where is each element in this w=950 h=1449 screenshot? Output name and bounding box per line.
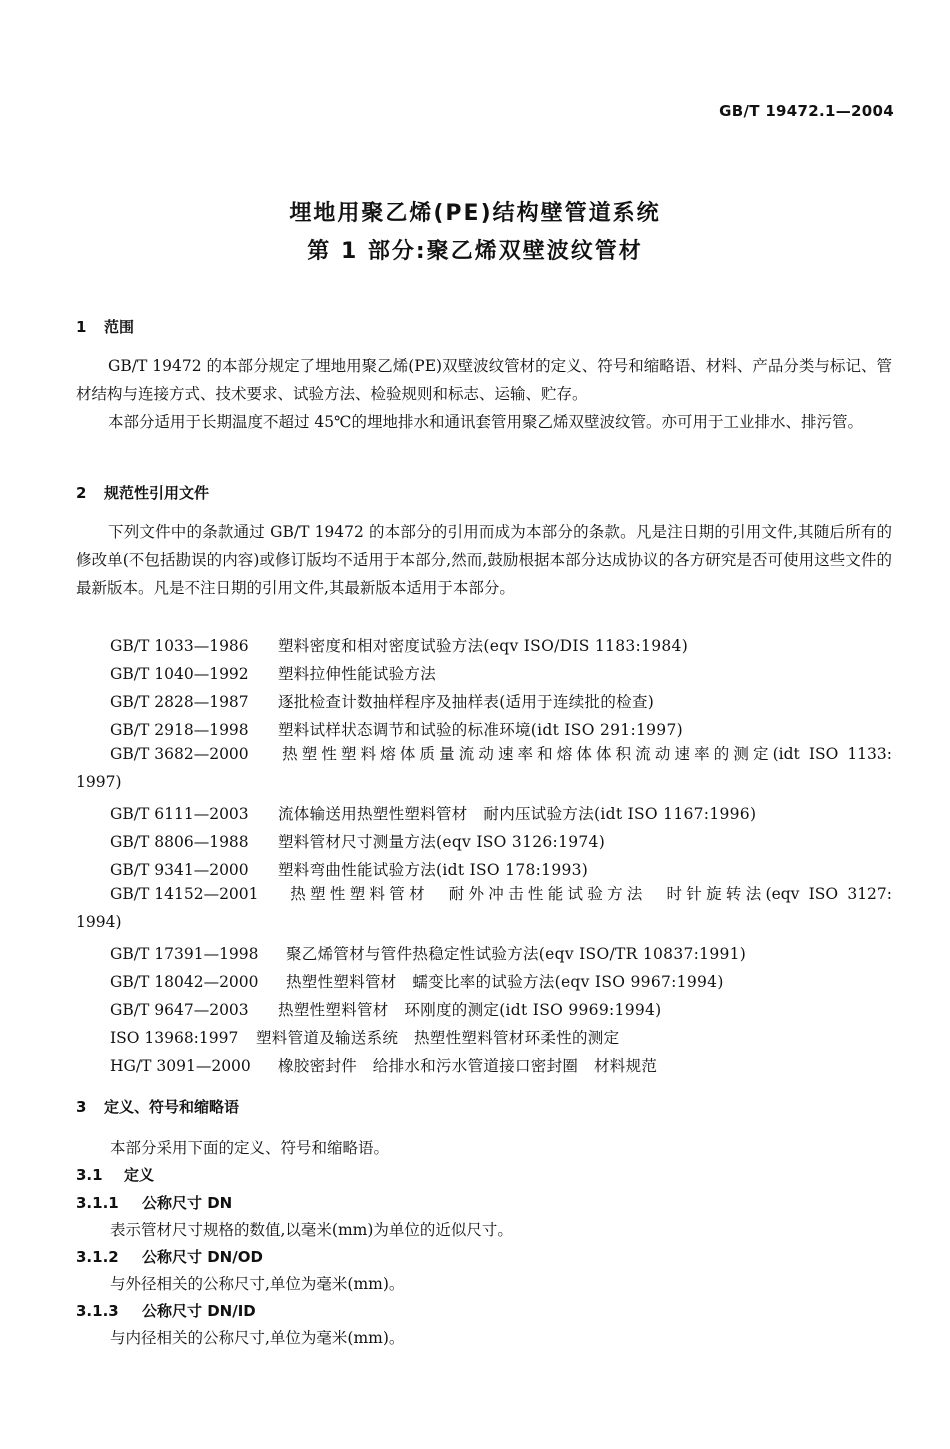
reference-code: GB/T 14152—2001: [110, 885, 259, 903]
reference-title: 热塑性塑料管材 蠕变比率的试验方法(eqv ISO 9967:1994): [286, 973, 724, 991]
reference-title: 热塑性塑料熔体质量流动速率和熔体体积流动速率的测定(idt ISO 1133:: [278, 745, 892, 763]
reference-item: [76, 740, 892, 796]
reference-item: [110, 942, 746, 964]
reference-continuation: 1994): [76, 913, 122, 931]
definition-number: 3.1.3: [76, 1302, 119, 1320]
definition-term: 公称尺寸 DN: [142, 1194, 233, 1212]
reference-item: [76, 880, 892, 936]
reference-title: 塑料管道及输送系统 热塑性塑料管材环柔性的测定: [256, 1029, 620, 1047]
reference-code: GB/T 8806—1988: [110, 833, 249, 851]
reference-title: 流体输送用热塑性塑料管材 耐内压试验方法(idt ISO 1167:1996): [278, 805, 757, 823]
reference-code: GB/T 9647—2003: [110, 1001, 249, 1019]
reference-code: GB/T 2828—1987: [110, 693, 249, 711]
document-title-line2: 第 1 部分:聚乙烯双壁波纹管材: [307, 239, 643, 264]
reference-item: [110, 1026, 619, 1048]
reference-title: 塑料拉伸性能试验方法: [278, 665, 437, 683]
reference-continuation: 1997): [76, 773, 122, 791]
section-number: 3: [76, 1098, 87, 1116]
definition-heading: [76, 1300, 256, 1321]
reference-code: GB/T 1033—1986: [110, 637, 249, 655]
reference-item: [110, 662, 436, 684]
section-2-heading: [76, 482, 209, 503]
section-3-heading: [76, 1096, 239, 1117]
section-title: 规范性引用文件: [104, 484, 210, 502]
subsection-3-1-heading: [76, 1164, 154, 1185]
reference-title: 逐批检查计数抽样程序及抽样表(适用于连续批的检查): [278, 693, 655, 711]
definition-body: 与外径相关的公称尺寸,单位为毫米(mm)。: [110, 1275, 405, 1293]
reference-line: [76, 880, 892, 908]
standard-code: GB/T 19472.1—2004: [719, 102, 894, 120]
section-2-paragraph-1: 下列文件中的条款通过 GB/T 19472 的本部分的引用而成为本部分的条款。凡是注日期的引用文件,其随后所有的修改单(不包括勘误的内容)或修订版均不适用于本部分,然而,鼓励根据本部分达成协议的各方研究是否可使用这些文件的最新版本。凡是不注日期的引用文件,其最新版本适用于本部分。: [76, 523, 892, 597]
section-title: 定义、符号和缩略语: [104, 1098, 240, 1116]
reference-code: ISO 13968:1997: [110, 1029, 239, 1047]
reference-title: 橡胶密封件 给排水和污水管道接口密封圈 材料规范: [278, 1057, 658, 1075]
reference-code: GB/T 6111—2003: [110, 805, 249, 823]
definition-number: 3.1.2: [76, 1248, 119, 1266]
reference-code: GB/T 18042—2000: [110, 973, 259, 991]
reference-title: 塑料试样状态调节和试验的标准环境(idt ISO 291:1997): [278, 721, 683, 739]
section-number: 1: [76, 318, 87, 336]
reference-item: [110, 634, 688, 656]
reference-title: 塑料密度和相对密度试验方法(eqv ISO/DIS 1183:1984): [278, 637, 689, 655]
reference-item: [110, 998, 662, 1020]
section-1-heading: [76, 316, 134, 337]
reference-item: [110, 718, 683, 740]
section-1-paragraph-2: 本部分适用于长期温度不超过 45℃的埋地排水和通讯套管用聚乙烯双壁波纹管。亦可用于工业排水、排污管。: [108, 413, 863, 431]
definition-heading: [76, 1192, 232, 1213]
reference-title: 聚乙烯管材与管件热稳定性试验方法(eqv ISO/TR 10837:1991): [286, 945, 747, 963]
definition-term: 公称尺寸 DN/ID: [142, 1302, 256, 1320]
reference-line: [76, 740, 892, 768]
section-3-intro: 本部分采用下面的定义、符号和缩略语。: [110, 1139, 390, 1157]
definition-body: 与内径相关的公称尺寸,单位为毫米(mm)。: [110, 1329, 405, 1347]
definition-heading: [76, 1246, 263, 1267]
reference-code: GB/T 1040—1992: [110, 665, 249, 683]
reference-item: [110, 690, 654, 712]
definition-term: 公称尺寸 DN/OD: [142, 1248, 263, 1266]
subsection-title: 定义: [124, 1166, 155, 1184]
reference-title: 塑料弯曲性能试验方法(idt ISO 178:1993): [278, 861, 589, 879]
reference-title: 塑料管材尺寸测量方法(eqv ISO 3126:1974): [278, 833, 606, 851]
subsection-number: 3.1: [76, 1166, 103, 1184]
definition-number: 3.1.1: [76, 1194, 119, 1212]
reference-item: [110, 858, 588, 880]
document-title-line1: 埋地用聚乙烯(PE)结构壁管道系统: [289, 201, 661, 226]
reference-code: GB/T 9341—2000: [110, 861, 249, 879]
reference-code: GB/T 17391—1998: [110, 945, 259, 963]
reference-code: GB/T 2918—1998: [110, 721, 249, 739]
section-number: 2: [76, 484, 87, 502]
reference-title: 热塑性塑料管材 环刚度的测定(idt ISO 9969:1994): [278, 1001, 662, 1019]
reference-item: [110, 830, 605, 852]
definition-body: 表示管材尺寸规格的数值,以毫米(mm)为单位的近似尺寸。: [110, 1221, 513, 1239]
reference-code: GB/T 3682—2000: [110, 745, 249, 763]
reference-title: 热塑性塑料管材 耐外冲击性能试验方法 时针旋转法(eqv ISO 3127:: [286, 885, 892, 903]
reference-code: HG/T 3091—2000: [110, 1057, 251, 1075]
section-title: 范围: [104, 318, 135, 336]
section-1-paragraph-1: GB/T 19472 的本部分规定了埋地用聚乙烯(PE)双壁波纹管材的定义、符号和缩略语、材料、产品分类与标记、管材结构与连接方式、技术要求、试验方法、检验规则和标志、运输、贮存。: [76, 357, 892, 403]
reference-item: [110, 970, 724, 992]
reference-item: [110, 1054, 657, 1076]
reference-item: [110, 802, 756, 824]
